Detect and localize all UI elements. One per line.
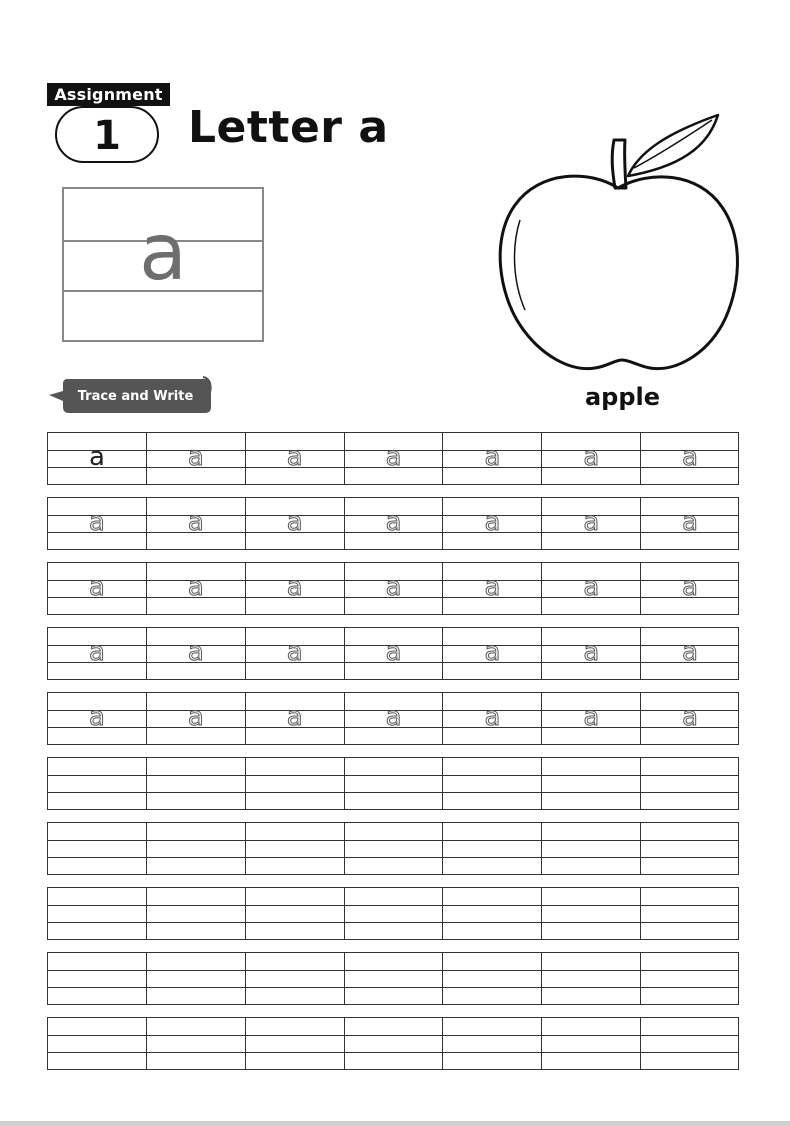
cell-divider — [541, 888, 542, 939]
model-trace-letter[interactable]: a — [89, 442, 105, 472]
cell-divider — [640, 953, 641, 1004]
cell-divider — [245, 953, 246, 1004]
guide-line — [48, 840, 738, 841]
dotted-trace-letter[interactable]: a — [89, 702, 105, 732]
dotted-trace-letter[interactable]: a — [484, 442, 501, 472]
dotted-trace-letter[interactable]: a — [682, 572, 699, 602]
guide-line — [48, 987, 738, 988]
cell-divider — [640, 758, 641, 809]
cell-divider — [344, 888, 345, 939]
dotted-trace-letter[interactable]: a — [89, 572, 105, 602]
cell-divider — [344, 758, 345, 809]
dotted-trace-letter[interactable]: a — [484, 637, 501, 667]
dotted-trace-letter[interactable]: a — [484, 572, 501, 602]
cell-divider — [146, 1018, 147, 1069]
tag-label: Trace and Write — [77, 389, 194, 404]
dotted-trace-letter[interactable]: a — [286, 442, 303, 472]
dotted-trace-letter[interactable]: a — [682, 637, 699, 667]
cell-divider — [146, 758, 147, 809]
guide-line — [48, 1035, 738, 1036]
apple-outline-icon — [490, 110, 750, 380]
dotted-trace-letter[interactable]: a — [187, 442, 204, 472]
dotted-trace-letter[interactable]: a — [385, 572, 402, 602]
dotted-trace-letter[interactable]: a — [682, 442, 699, 472]
cell-divider — [344, 823, 345, 874]
dotted-trace-letter[interactable]: a — [89, 507, 105, 537]
practice-row — [47, 692, 739, 745]
cell-divider — [245, 888, 246, 939]
practice-row — [47, 432, 739, 485]
practice-row — [47, 1017, 739, 1070]
dotted-trace-letter[interactable]: a — [187, 702, 204, 732]
assignment-number: 1 — [55, 106, 159, 163]
cell-divider — [640, 823, 641, 874]
guide-line — [48, 775, 738, 776]
title-letter: a — [358, 102, 389, 153]
footer-bar — [0, 1121, 790, 1126]
cell-divider — [442, 953, 443, 1004]
guide-line — [48, 922, 738, 923]
dotted-trace-letter[interactable]: a — [286, 702, 303, 732]
dotted-trace-letter[interactable]: a — [682, 507, 699, 537]
dotted-trace-letter[interactable]: a — [286, 572, 303, 602]
cell-divider — [640, 1018, 641, 1069]
dotted-trace-letter[interactable]: a — [484, 507, 501, 537]
picture-label: apple — [584, 383, 661, 411]
cell-divider — [541, 1018, 542, 1069]
dotted-trace-letter[interactable]: a — [385, 637, 402, 667]
cell-divider — [245, 823, 246, 874]
cell-divider — [344, 953, 345, 1004]
title-word: Letter — [188, 102, 343, 153]
dotted-trace-letter[interactable]: a — [682, 702, 699, 732]
practice-row — [47, 562, 739, 615]
cell-divider — [245, 1018, 246, 1069]
practice-row — [47, 952, 739, 1005]
cell-divider — [442, 888, 443, 939]
dotted-trace-letter[interactable]: a — [286, 507, 303, 537]
dotted-trace-letter[interactable]: a — [385, 442, 402, 472]
guide-line — [48, 905, 738, 906]
dotted-trace-letter[interactable]: a — [187, 572, 204, 602]
dotted-trace-letter[interactable]: a — [187, 637, 204, 667]
practice-row — [47, 822, 739, 875]
assignment-label: Assignment — [47, 83, 170, 106]
model-letter: a — [139, 208, 187, 298]
cell-divider — [146, 823, 147, 874]
dotted-trace-letter[interactable]: a — [583, 572, 600, 602]
page-title — [188, 100, 389, 156]
guide-line — [48, 1052, 738, 1053]
cell-divider — [541, 953, 542, 1004]
dotted-trace-letter[interactable]: a — [583, 702, 600, 732]
cell-divider — [541, 758, 542, 809]
dotted-trace-letter[interactable]: a — [385, 702, 402, 732]
dotted-trace-letter[interactable]: a — [583, 637, 600, 667]
cell-divider — [146, 953, 147, 1004]
guide-line — [48, 970, 738, 971]
cell-divider — [442, 823, 443, 874]
guide-line — [48, 792, 738, 793]
cell-divider — [541, 823, 542, 874]
practice-row — [47, 627, 739, 680]
practice-row — [47, 497, 739, 550]
cell-divider — [245, 758, 246, 809]
cell-divider — [442, 1018, 443, 1069]
cell-divider — [640, 888, 641, 939]
dotted-trace-letter[interactable]: a — [484, 702, 501, 732]
practice-row — [47, 757, 739, 810]
dotted-trace-letter[interactable]: a — [583, 507, 600, 537]
dotted-trace-letter[interactable]: a — [187, 507, 204, 537]
guide-line — [48, 857, 738, 858]
dotted-trace-letter[interactable]: a — [583, 442, 600, 472]
cell-divider — [442, 758, 443, 809]
cell-divider — [344, 1018, 345, 1069]
practice-row — [47, 887, 739, 940]
dotted-trace-letter[interactable]: a — [385, 507, 402, 537]
cell-divider — [146, 888, 147, 939]
dotted-trace-letter[interactable]: a — [89, 637, 105, 667]
dotted-trace-letter[interactable]: a — [286, 637, 303, 667]
